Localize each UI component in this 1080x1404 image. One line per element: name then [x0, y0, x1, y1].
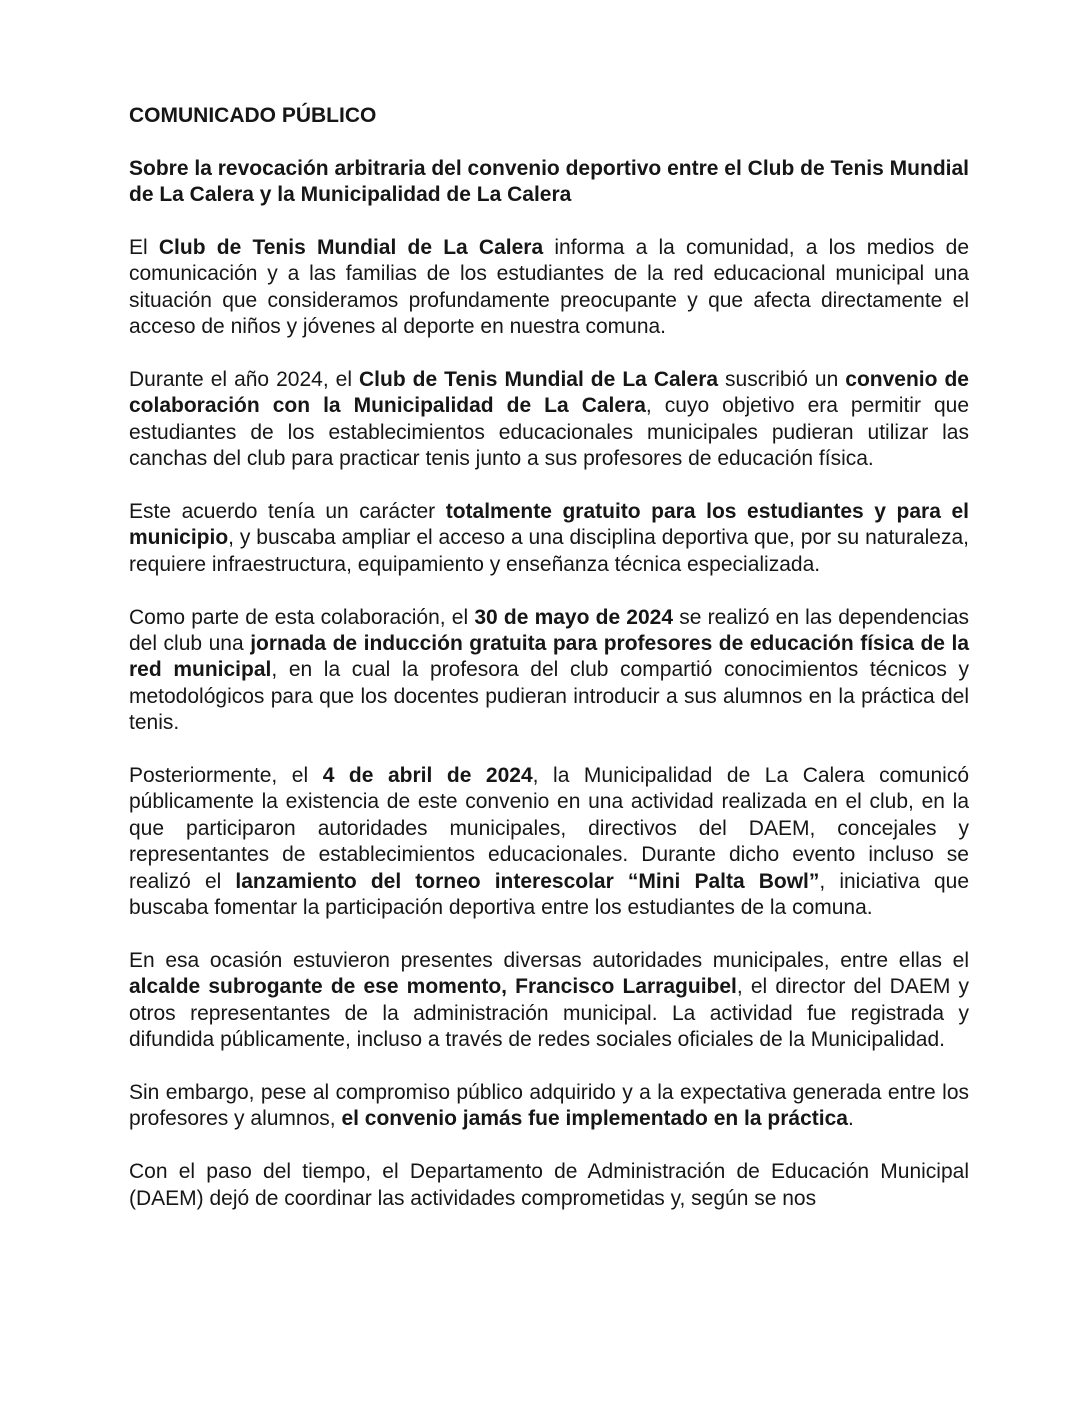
paragraph-5: Posteriormente, el 4 de abril de 2024, la Municipalidad de La Calera comunicó públicamente la existencia de este convenio en una actividad realizada en el club, en la que participaron autoridades municipales, directivos del DAEM, concejales y representantes de establecimientos educacionales. Durante dicho evento incluso se realizó el lanzamiento del torneo interescolar “Mini Palta Bowl”, iniciativa que buscaba fomentar la participación deportiva entre los estudiantes de la comuna. [129, 764, 970, 920]
document-subtitle: Sobre la revocación arbitraria del convenio deportivo entre el Club de Tenis Mundial de La Calera y la Municipalidad de La Calera [129, 156, 969, 207]
paragraph-1: El Club de Tenis Mundial de La Calera informa a la comunidad, a los medios de comunicación y a las familias de los estudiantes de la red educacional municipal una situación que consideramos profundamente preocupante y que afecta directamente el acceso de niños y jóvenes al deporte en nuestra comuna. [129, 236, 969, 339]
paragraph-3: Este acuerdo tenía un carácter totalmente gratuito para los estudiantes y para el municipio, y buscaba ampliar el acceso a una disciplina deportiva que, por su naturaleza, requiere infraestructura, equipamiento y enseñanza técnica especializada. [129, 500, 969, 576]
paragraph-7: Sin embargo, pese al compromiso público adquirido y a la expectativa generada entre los profesores y alumnos, el convenio jamás fue implementado en la práctica. [129, 1080, 969, 1131]
paragraph-8: Con el paso del tiempo, el Departamento de Administración de Educación Municipal (DAEM) dejó de coordinar las actividades comprometidas y, según se nos [129, 1160, 969, 1210]
paragraph-4: Como parte de esta colaboración, el 30 de mayo de 2024 se realizó en las dependencias del club una jornada de inducción gratuita para profesores de educación física de la red municipal, en la cual la profesora del club compartió conocimientos técnicos y metodológicos para que los docentes pudieran introducir a sus alumnos en la práctica del tenis. [129, 605, 970, 735]
document-title: COMUNICADO PÚBLICO [129, 104, 377, 127]
paragraph-2: Durante el año 2024, el Club de Tenis Mundial de La Calera suscribió un convenio de colaboración con la Municipalidad de La Calera, cuyo objetivo era permitir que estudiantes de los establecimientos educacionales municipales pudieran utilizar las canchas del club para practicar tenis junto a sus profesores de educación física. [129, 368, 969, 471]
document-page [129, 103, 969, 1238]
document-paragraphs [129, 235, 969, 1212]
paragraph-6: En esa ocasión estuvieron presentes diversas autoridades municipales, entre ellas el alcalde subrogante de ese momento, Francisco Larraguibel, el director del DAEM y otros representantes de la administración municipal. La actividad fue registrada y difundida públicamente, incluso a través de redes sociales oficiales de la Municipalidad. [129, 948, 969, 1052]
